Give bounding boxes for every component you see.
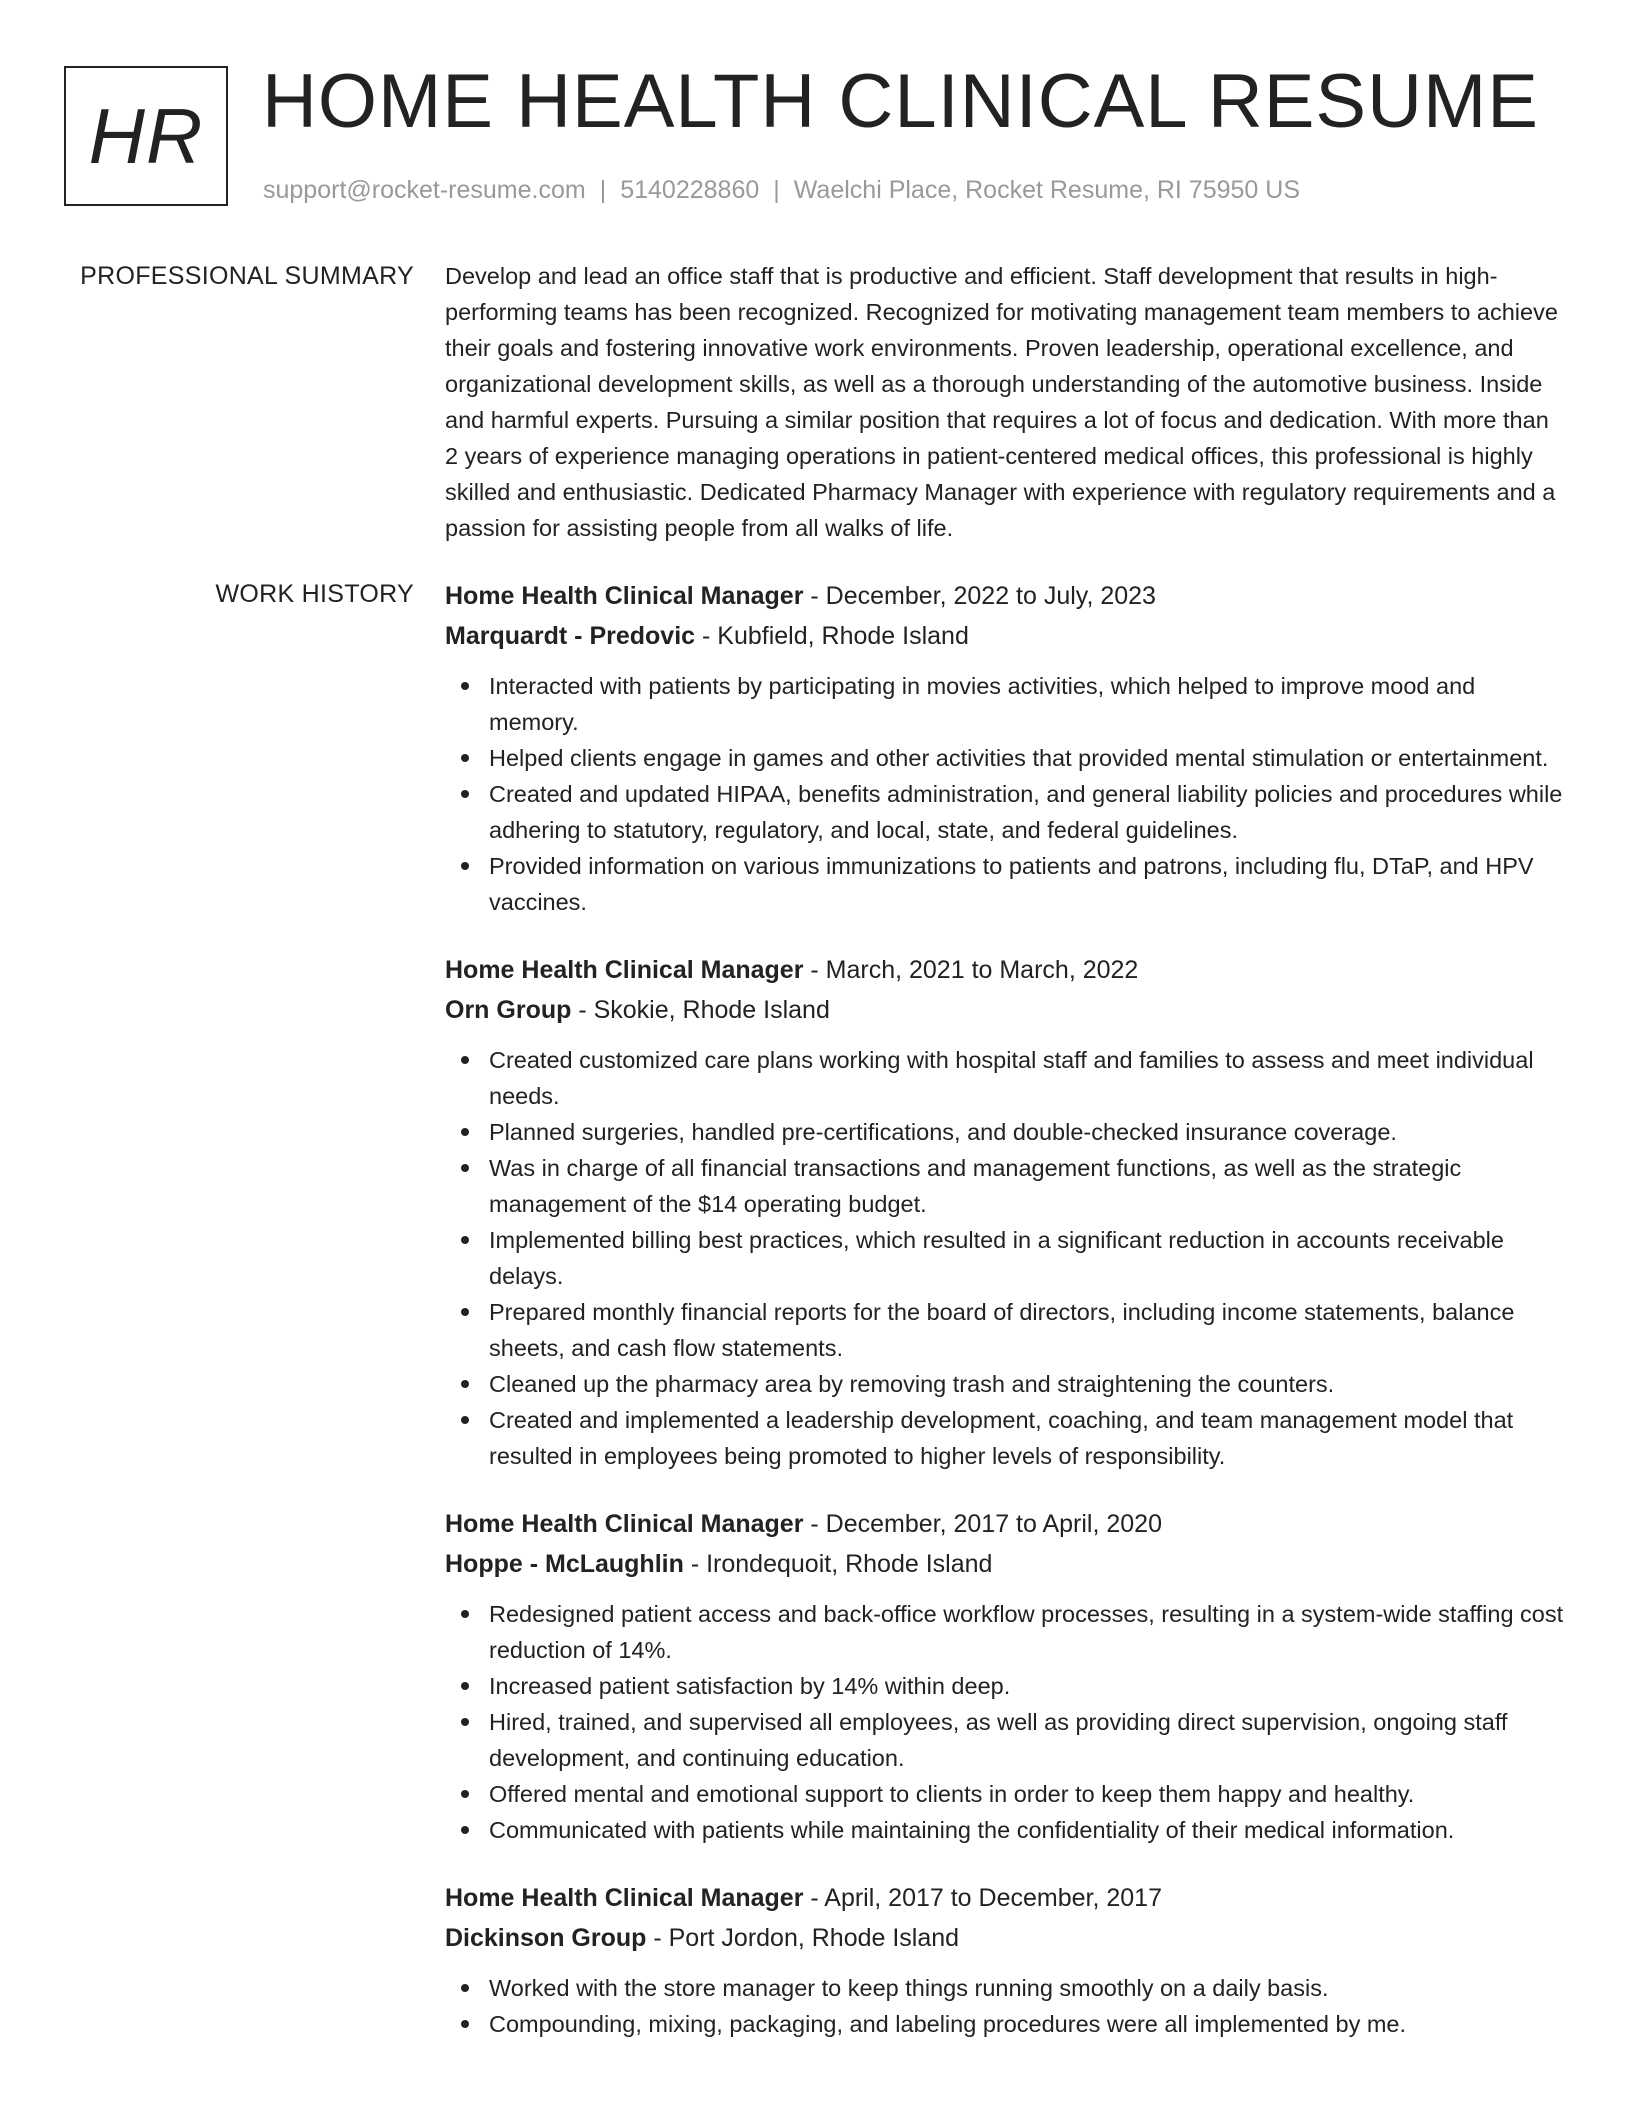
bullet-icon (461, 790, 469, 798)
list-item: Prepared monthly financial reports for the board of directors, including income statements, balance sheets, and cash flow statements. (445, 1294, 1565, 1366)
list-item: Implemented billing best practices, which resulted in a significant reduction in accounts receivable delays. (445, 1222, 1565, 1294)
bullet-icon (461, 754, 469, 762)
bullet-icon (461, 1610, 469, 1618)
list-item: Cleaned up the pharmacy area by removing trash and straightening the counters. (445, 1366, 1565, 1402)
bullet-icon (461, 1380, 469, 1388)
job-entry (445, 1504, 1565, 1848)
job-dates: - April, 2017 to December, 2017 (803, 1884, 1162, 1912)
list-item: Hired, trained, and supervised all employees, as well as providing direct supervision, ongoing staff development, and continuing education. (445, 1704, 1565, 1776)
contact-phone[interactable]: 5140228860 (620, 176, 760, 204)
bullet-icon (461, 1826, 469, 1834)
job-company: Marquardt - Predovic (445, 622, 696, 650)
job-title-line (445, 576, 1565, 616)
job-bullets (445, 1042, 1565, 1474)
bullet-icon (461, 1056, 469, 1064)
bullet-icon (461, 1236, 469, 1244)
bullet-icon (461, 1416, 469, 1424)
job-company-line (445, 1544, 1565, 1584)
summary-text: Develop and lead an office staff that is productive and efficient. Staff development that results in high-performing teams has been recognized. Recognized for motivating management team members to achieve their goals and fostering innovative work environments. Proven leadership, operational excellence, and organizational development skills, as well as a thorough understanding of the automotive business. Inside and harmful experts. Pursuing a similar position that requires a lot of focus and dedication. With more than 2 years of experience managing operations in patient-centered medical offices, this professional is highly skilled and enthusiastic. Dedicated Pharmacy Manager with experience with regulatory requirements and a passion for assisting people from all walks of life. (445, 263, 1558, 541)
summary-body (445, 258, 1565, 546)
job-company: Hoppe - McLaughlin (445, 1550, 684, 1578)
job-location: - Port Jordon, Rhode Island (646, 1924, 960, 1952)
list-item: Created customized care plans working with hospital staff and families to assess and meet individual needs. (445, 1042, 1565, 1114)
job-title: Home Health Clinical Manager (445, 582, 804, 610)
job-dates: - December, 2017 to April, 2020 (803, 1510, 1162, 1538)
bullet-icon (461, 1164, 469, 1172)
bullet-icon (461, 1682, 469, 1690)
job-location: - Skokie, Rhode Island (571, 996, 830, 1024)
contact-line (263, 174, 1300, 206)
bullet-icon (461, 1308, 469, 1316)
job-dates: - March, 2021 to March, 2022 (803, 956, 1139, 984)
job-company-line (445, 990, 1565, 1030)
list-item: Offered mental and emotional support to clients in order to keep them happy and healthy. (445, 1776, 1565, 1812)
list-item: Compounding, mixing, packaging, and labeling procedures were all implemented by me. (445, 2006, 1565, 2042)
job-bullets (445, 668, 1565, 920)
job-company-line (445, 1918, 1565, 1958)
work-history-body (445, 576, 1565, 2072)
job-entry (445, 576, 1565, 920)
list-item: Helped clients engage in games and other activities that provided mental stimulation or entertainment. (445, 740, 1565, 776)
monogram-logo: HR (64, 66, 228, 206)
job-dates: - December, 2022 to July, 2023 (803, 582, 1156, 610)
list-item: Was in charge of all financial transactions and management functions, as well as the strategic management of the $14 operating budget. (445, 1150, 1565, 1222)
job-entry (445, 950, 1565, 1474)
job-location: - Irondequoit, Rhode Island (683, 1550, 993, 1578)
job-bullets (445, 1596, 1565, 1848)
list-item: Created and implemented a leadership development, coaching, and team management model that resulted in employees being promoted to higher levels of responsibility. (445, 1402, 1565, 1474)
resume-title: HOME HEALTH CLINICAL RESUME (262, 59, 1539, 144)
list-item: Interacted with patients by participating in movies activities, which helped to improve mood and memory. (445, 668, 1565, 740)
list-item: Redesigned patient access and back-office workflow processes, resulting in a system-wide staffing cost reduction of 14%. (445, 1596, 1565, 1668)
job-company: Orn Group (445, 996, 572, 1024)
job-title-line (445, 950, 1565, 990)
job-entry (445, 1878, 1565, 2042)
job-company-line (445, 616, 1565, 656)
job-title: Home Health Clinical Manager (445, 956, 804, 984)
job-location: - Kubfield, Rhode Island (695, 622, 969, 650)
job-title: Home Health Clinical Manager (445, 1510, 804, 1538)
bullet-icon (461, 682, 469, 690)
summary-heading: PROFESSIONAL SUMMARY (80, 262, 414, 290)
list-item: Worked with the store manager to keep things running smoothly on a daily basis. (445, 1970, 1565, 2006)
list-item: Provided information on various immunizations to patients and patrons, including flu, DTaP, and HPV vaccines. (445, 848, 1565, 920)
bullet-icon (461, 862, 469, 870)
job-bullets (445, 1970, 1565, 2042)
contact-address: Waelchi Place, Rocket Resume, RI 75950 US (793, 176, 1301, 204)
job-title: Home Health Clinical Manager (445, 1884, 804, 1912)
bullet-icon (461, 2020, 469, 2028)
bullet-icon (461, 1984, 469, 1992)
contact-separator: | (599, 176, 607, 204)
job-title-line (445, 1504, 1565, 1544)
work-history-heading: WORK HISTORY (215, 580, 414, 608)
list-item: Created and updated HIPAA, benefits administration, and general liability policies and procedures while adhering to statutory, regulatory, and local, state, and federal guidelines. (445, 776, 1565, 848)
list-item: Communicated with patients while maintaining the confidentiality of their medical information. (445, 1812, 1565, 1848)
bullet-icon (461, 1790, 469, 1798)
job-company: Dickinson Group (445, 1924, 647, 1952)
contact-email[interactable]: support@rocket-resume.com (263, 176, 586, 204)
list-item: Increased patient satisfaction by 14% within deep. (445, 1668, 1565, 1704)
bullet-icon (461, 1718, 469, 1726)
contact-separator: | (773, 176, 780, 204)
bullet-icon (461, 1128, 469, 1136)
job-title-line (445, 1878, 1565, 1918)
list-item: Planned surgeries, handled pre-certifications, and double-checked insurance coverage. (445, 1114, 1565, 1150)
